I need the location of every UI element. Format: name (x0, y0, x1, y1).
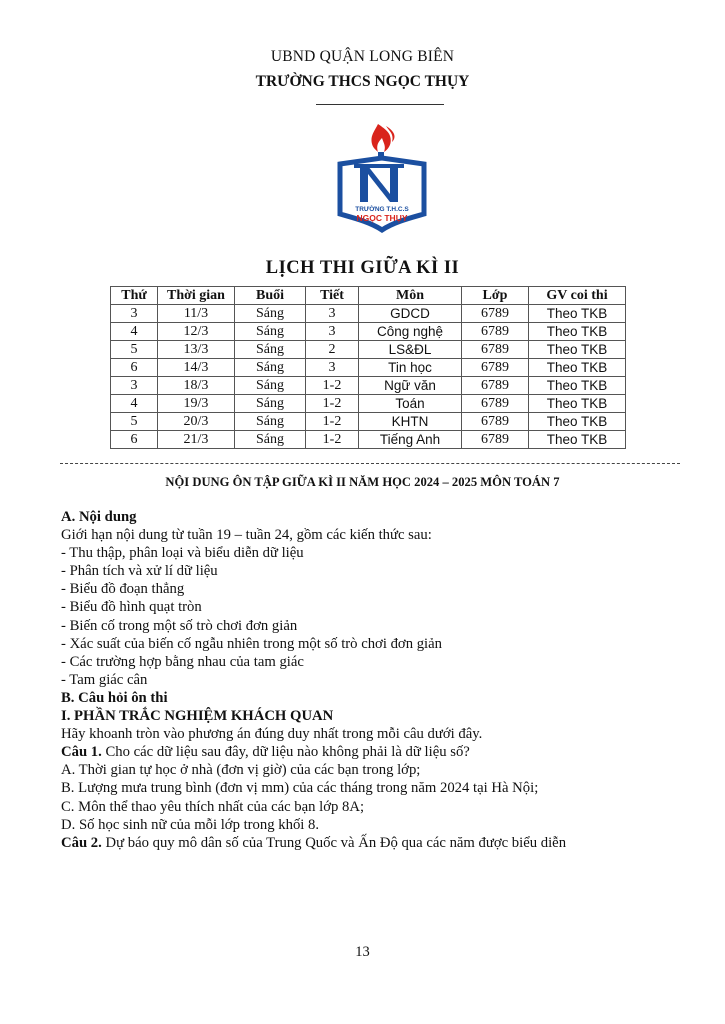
table-row (111, 323, 626, 341)
table-cell: 6789 (462, 359, 529, 377)
header-school: TRƯỜNG THCS NGỌC THỤY (255, 73, 470, 90)
section-a-intro: Giới hạn nội dung từ tuần 19 – tuần 24, gồm các kiến thức sau: (61, 527, 432, 544)
table-cell: 3 (306, 359, 359, 377)
table-cell: Sáng (235, 413, 306, 431)
table-cell: 6789 (462, 431, 529, 449)
table-cell: 1-2 (306, 395, 359, 413)
table-cell: 6789 (462, 341, 529, 359)
table-cell: 11/3 (158, 305, 235, 323)
question-2 (61, 834, 681, 852)
table-cell: 6 (111, 359, 158, 377)
table-cell: Theo TKB (529, 413, 626, 431)
list-item: - Tam giác cân (61, 671, 148, 688)
table-row (111, 395, 626, 413)
table-cell: Sáng (235, 395, 306, 413)
col-header: Thời gian (158, 287, 235, 305)
table-cell: 6789 (462, 323, 529, 341)
list-item: - Xác suất của biến cố ngẫu nhiên trong một số trò chơi đơn giản (61, 635, 442, 652)
list-item: - Các trường hợp bằng nhau của tam giác (61, 653, 304, 670)
table-cell: Tiếng Anh (359, 431, 462, 449)
table-cell: Theo TKB (529, 305, 626, 323)
page-number: 13 (355, 944, 370, 960)
section-divider (60, 463, 680, 464)
table-cell: 3 (111, 305, 158, 323)
col-header: Buổi (235, 287, 306, 305)
table-cell: Sáng (235, 323, 306, 341)
table-cell: 6 (111, 431, 158, 449)
table-cell: Theo TKB (529, 323, 626, 341)
table-cell: 3 (306, 323, 359, 341)
table-cell: Công nghệ (359, 323, 462, 341)
col-header: Tiết (306, 287, 359, 305)
table-cell: LS&ĐL (359, 341, 462, 359)
table-cell: 2 (306, 341, 359, 359)
section-a-heading: A. Nội dung (61, 509, 137, 525)
schedule-title: LỊCH THI GIỮA KÌ II (265, 258, 460, 278)
review-title: NỘI DUNG ÔN TẬP GIỮA KÌ II NĂM HỌC 2024 – 2025 MÔN TOÁN 7 (165, 475, 560, 489)
list-item: - Biểu đồ hình quạt tròn (61, 599, 202, 616)
table-cell: 3 (306, 305, 359, 323)
table-cell: 1-2 (306, 413, 359, 431)
table-cell: Sáng (235, 359, 306, 377)
list-item: - Phân tích và xử lí dữ liệu (61, 563, 218, 580)
table-cell: 1-2 (306, 431, 359, 449)
table-cell: 6789 (462, 305, 529, 323)
review-content (61, 508, 681, 852)
list-item: - Biểu đồ đoạn thẳng (61, 581, 185, 598)
table-cell: 1-2 (306, 377, 359, 395)
schedule-block (108, 252, 628, 448)
table-cell: Theo TKB (529, 341, 626, 359)
header-district: UBND QUẬN LONG BIÊN (270, 48, 455, 65)
table-cell: GDCD (359, 305, 462, 323)
table-cell: Toán (359, 395, 462, 413)
part-1-heading: I. PHẦN TRẮC NGHIỆM KHÁCH QUAN (61, 708, 334, 725)
school-logo (334, 122, 430, 234)
col-header: Thứ (111, 287, 158, 305)
col-header: GV coi thi (529, 287, 626, 305)
table-row (111, 431, 626, 449)
table-cell: 5 (111, 341, 158, 359)
table-row (111, 341, 626, 359)
table-cell: 6789 (462, 395, 529, 413)
table-cell: Sáng (235, 305, 306, 323)
table-cell: 19/3 (158, 395, 235, 413)
col-header: Môn (359, 287, 462, 305)
question-1-label: Câu 1. (61, 744, 102, 761)
list-item: - Thu thập, phân loại và biểu diễn dữ liệu (61, 545, 304, 562)
table-header-row (111, 287, 626, 305)
table-cell: KHTN (359, 413, 462, 431)
question-2-text: Dự báo quy mô dân số của Trung Quốc và Ấn Độ qua các năm được biểu diễn (101, 834, 567, 851)
question-1 (61, 743, 681, 761)
answer-option: A. Thời gian tự học ở nhà (đơn vị giờ) của các bạn trong lớp; (61, 762, 421, 779)
table-row (111, 305, 626, 323)
table-cell: Sáng (235, 341, 306, 359)
table-row (111, 359, 626, 377)
section-b-heading: B. Câu hỏi ôn thi (61, 689, 168, 706)
table-cell: 14/3 (158, 359, 235, 377)
table-cell: 3 (111, 377, 158, 395)
table-cell: 4 (111, 395, 158, 413)
instruction: Hãy khoanh tròn vào phương án đúng duy nhất trong mỗi câu dưới đây. (61, 726, 483, 743)
table-cell: 21/3 (158, 431, 235, 449)
table-row (111, 377, 626, 395)
table-cell: 12/3 (158, 323, 235, 341)
answer-option: B. Lượng mưa trung bình (đơn vị mm) của các tháng trong năm 2024 tại Hà Nội; (61, 780, 539, 797)
table-cell: 6789 (462, 377, 529, 395)
exam-schedule-table (110, 286, 626, 449)
list-item: - Biến cố trong một số trò chơi đơn giản (61, 617, 298, 634)
logo-name-text: NGỌC THỤY (356, 213, 408, 223)
table-cell: Sáng (235, 377, 306, 395)
col-header: Lớp (462, 287, 529, 305)
table-cell: Ngữ văn (359, 377, 462, 395)
header-underline (316, 104, 444, 105)
table-cell: 18/3 (158, 377, 235, 395)
table-cell: 5 (111, 413, 158, 431)
table-cell: 4 (111, 323, 158, 341)
table-row (111, 413, 626, 431)
table-cell: Theo TKB (529, 377, 626, 395)
answer-option: D. Số học sinh nữ của mỗi lớp trong khối 8. (61, 816, 320, 833)
table-cell: Sáng (235, 431, 306, 449)
table-cell: 6789 (462, 413, 529, 431)
answer-option: C. Môn thể thao yêu thích nhất của các bạn lớp 8A; (61, 798, 365, 815)
table-cell: Theo TKB (529, 431, 626, 449)
table-cell: Theo TKB (529, 395, 626, 413)
table-cell: 13/3 (158, 341, 235, 359)
logo-top-text: TRƯỜNG T.H.C.S (355, 206, 409, 213)
table-cell: 20/3 (158, 413, 235, 431)
question-1-text: Cho các dữ liệu sau đây, dữ liệu nào không phải là dữ liệu số? (101, 744, 470, 761)
question-2-label: Câu 2. (61, 834, 102, 851)
table-cell: Tin học (359, 359, 462, 377)
table-cell: Theo TKB (529, 359, 626, 377)
